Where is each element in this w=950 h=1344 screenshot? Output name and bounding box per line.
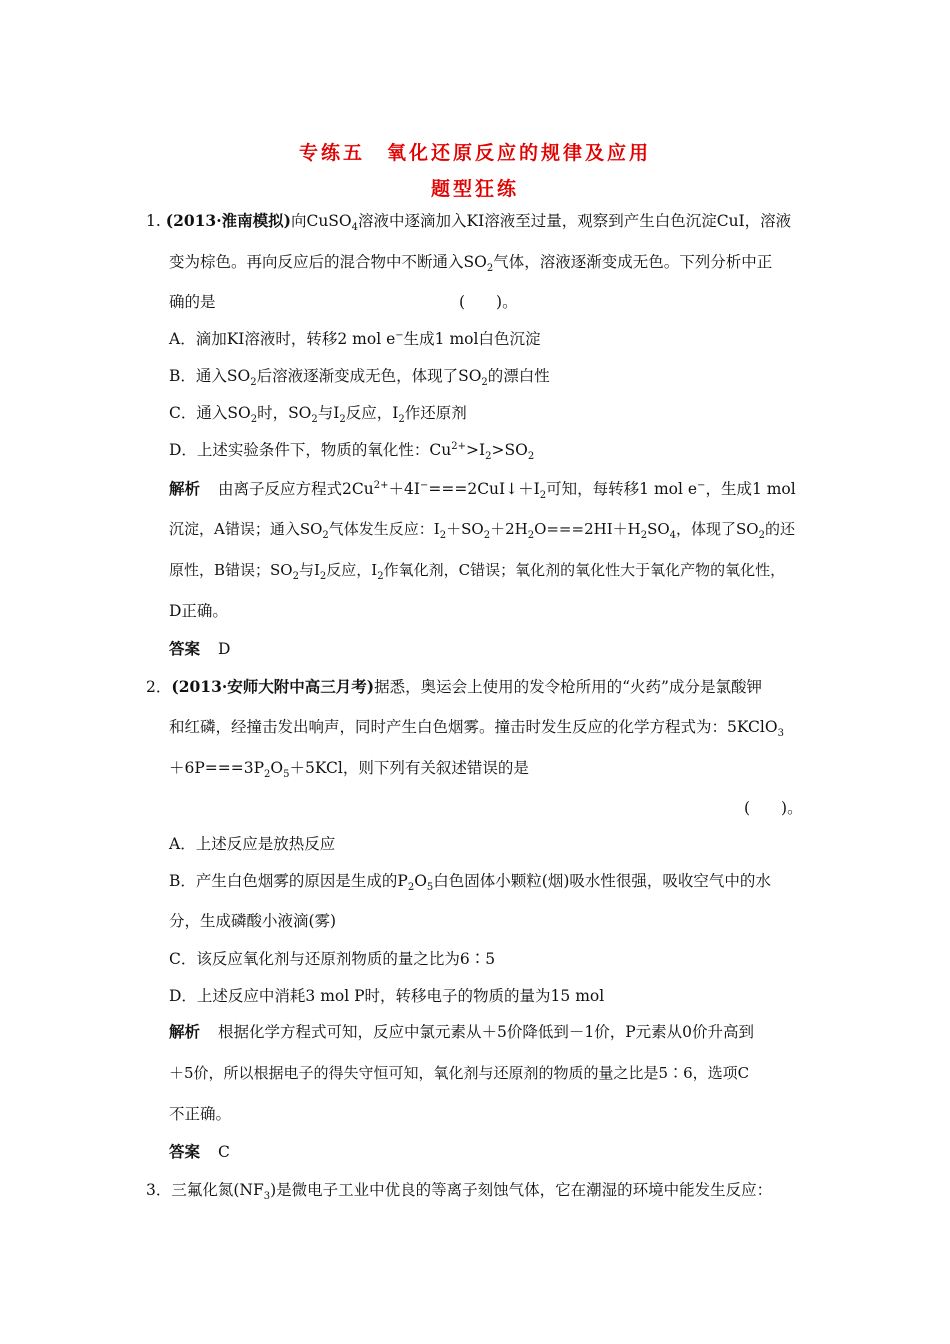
option-d: D．上述实验条件下，物质的氧化性：$Cu^{2+}>I_2>SO_2$ bbox=[169, 440, 535, 463]
answer-blank: ( )。 bbox=[459, 293, 518, 311]
question-number: 3． bbox=[146, 1181, 172, 1199]
question-1-stem-line-3: 确的是 bbox=[169, 293, 216, 311]
question-1-stem-line-1: 1. (2013·淮南模拟)向CuSO$_4$溶液中逐滴加入KI溶液至过量，观察到产生白色沉淀CuI，溶液 bbox=[146, 211, 792, 234]
option-c: C．该反应氧化剂与还原剂物质的量之比为6∶5 bbox=[169, 950, 496, 968]
analysis-line-2: ＋5价，所以根据电子的得失守恒可知，氧化剂与还原剂的物质的量之比是5∶6，选项C bbox=[169, 1064, 750, 1082]
question-2-stem-line-1: 2．(2013·安师大附中高三月考)据悉，奥运会上使用的发令枪所用的“火药”成分是氯酸钾 bbox=[146, 677, 762, 696]
question-3-stem-line-1: 3．三氟化氮$(NF_3)$是微电子工业中优良的等离子刻蚀气体，它在潮湿的环境中能发生反应： bbox=[146, 1181, 773, 1203]
analysis-line-1: 解析 由离子反应方程式$2Cu^{2+}+4I^-===2CuI↓+I_2$可知，每转移1 mol e−，生成1 mol bbox=[169, 479, 796, 502]
question-2-stem-line-3: $+6P===3P_2O_5+5KCl$，则下列有关叙述错误的是 bbox=[169, 759, 529, 781]
answer-line bbox=[169, 638, 230, 660]
analysis-line-3: 原性，B错误；$SO_2$与$I_2$反应，$I_2$作氧化剂，C错误；氧化剂的氧化性大于氧化产物的氧化性， bbox=[169, 561, 786, 582]
question-source: (2013·淮南模拟) bbox=[165, 211, 291, 230]
answer-label: 答案 bbox=[169, 1142, 201, 1161]
question-number: 2． bbox=[146, 678, 172, 696]
answer-blank: ( )。 bbox=[744, 799, 803, 817]
option-a: A．上述反应是放热反应 bbox=[169, 835, 336, 853]
answer-line bbox=[169, 1141, 230, 1163]
analysis-line-3: 不正确。 bbox=[169, 1105, 232, 1123]
analysis-line-1: 解析 根据化学方程式可知，反应中氯元素从＋5价降低到－1价，P元素从0价升高到 bbox=[169, 1022, 755, 1041]
option-b-line-1: B．产生白色烟雾的原因是生成的$P_2O_5$白色固体小颗粒(烟)吸水性很强，吸收空气中的水 bbox=[169, 872, 771, 894]
option-c: C．通入$SO_2$时，$SO_2$与$I_2$反应，$I_2$作还原剂 bbox=[169, 404, 467, 426]
analysis-line-4: D正确。 bbox=[169, 602, 228, 620]
question-1-stem-line-2: 变为棕色。再向反应后的混合物中不断通入$SO_2$气体，溶液逐渐变成无色。下列分析中正 bbox=[169, 253, 773, 275]
analysis-line-2: 沉淀，A错误；通入$SO_2$气体发生反应：$I_2+SO_2+2H_2O===2HI+H_2SO_4$，体现了$SO_2$的还 bbox=[169, 520, 795, 541]
option-b: B．通入$SO_2$后溶液逐渐变成无色，体现了$SO_2$的漂白性 bbox=[169, 367, 550, 389]
question-2-stem-line-2: 和红磷，经撞击发出响声，同时产生白色烟雾。撞击时发生反应的化学方程式为：5KClO$_3$ bbox=[169, 718, 784, 740]
section-subtitle: 题型狂练 bbox=[430, 178, 519, 200]
option-a: A．滴加KI溶液时，转移2 mol e−生成1 mol白色沉淀 bbox=[169, 329, 541, 348]
option-d: D．上述反应中消耗3 mol P时，转移电子的物质的量为15 mol bbox=[169, 987, 605, 1005]
answer-label: 答案 bbox=[169, 639, 201, 658]
question-number: 1. bbox=[146, 212, 161, 230]
answer-value: C bbox=[218, 1143, 230, 1161]
question-source: (2013·安师大附中高三月考) bbox=[171, 677, 375, 696]
answer-value: D bbox=[218, 640, 231, 658]
page-title: 专练五 氧化还原反应的规律及应用 bbox=[298, 142, 651, 164]
analysis-label: 解析 bbox=[169, 1022, 201, 1041]
analysis-label: 解析 bbox=[169, 479, 201, 498]
option-b-line-2: 分，生成磷酸小液滴(雾) bbox=[169, 912, 337, 930]
